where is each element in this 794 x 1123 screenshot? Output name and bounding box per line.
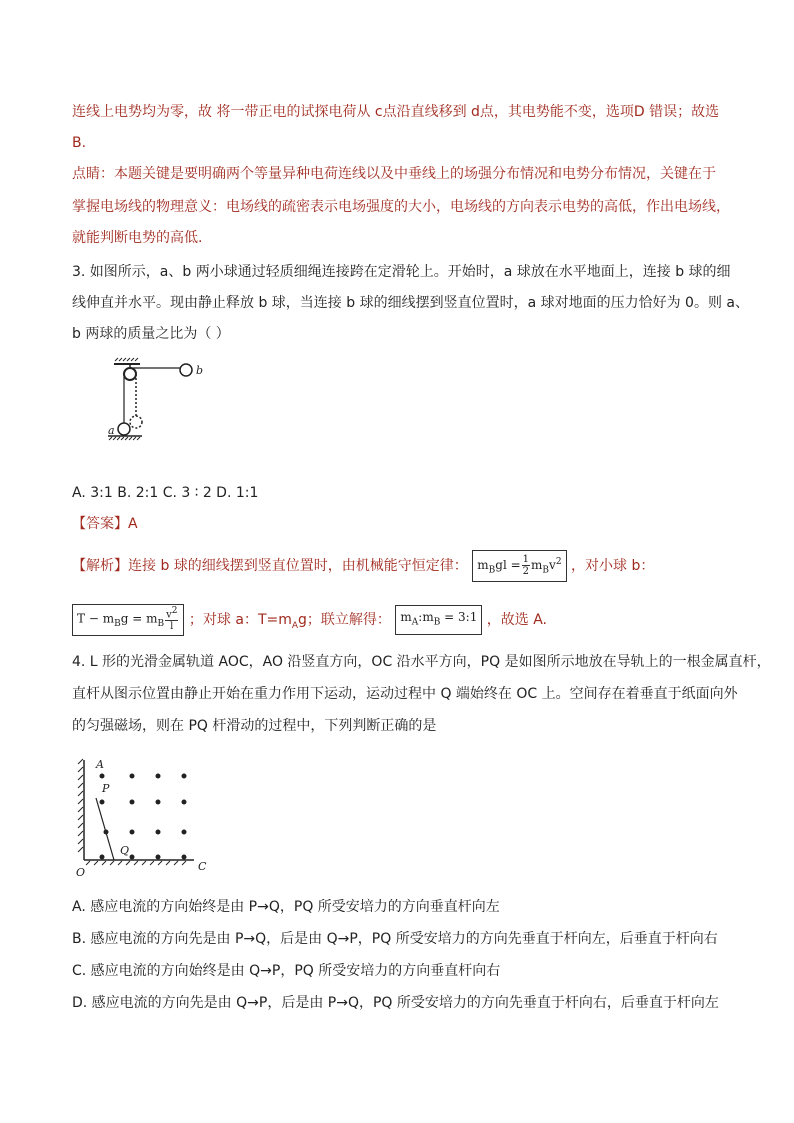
- note-line3: 就能判断电势的高低.: [72, 230, 203, 246]
- label-b: b: [196, 364, 204, 377]
- q3-analysis-line2: $T - m_Bg = m_B$ $\frac{v^2}{l}$ ；对球 a：$T=m_Ag$；联立解得： $m_A:m_B$ = 3:1 ，故选 A.: [72, 604, 547, 636]
- prev-explanation-line2: B.: [72, 135, 87, 151]
- analysis-text4: ，故选 A.: [486, 612, 548, 629]
- analysis-text2: ，对小球 b：: [571, 558, 655, 575]
- rod-pq: [96, 798, 114, 860]
- q4-option-a: A. 感应电流的方向始终是由 P→Q，PQ 所受安培力的方向垂直杆向左: [72, 899, 500, 915]
- q4-rail-figure: [74, 758, 214, 880]
- q4-option-d: D. 感应电流的方向先是由 Q→P，后是由 P→Q，PQ 所受安培力的方向先垂直于杆向右，后垂直于杆向左: [72, 995, 719, 1011]
- q4-stem-line1: 4. L 形的光滑金属轨道 AOC，AO 沿竖直方向，OC 沿水平方向，PQ 是如图所示地放在导轨上的一根金属直杆，: [72, 654, 771, 670]
- q4-option-b: B. 感应电流的方向先是由 P→Q，后是由 Q→P，PQ 所受安培力的方向先垂直于杆向左，后垂直于杆向右: [72, 931, 718, 947]
- q4-option-c: C. 感应电流的方向始终是由 Q→P，PQ 所受安培力的方向垂直杆向右: [72, 963, 501, 979]
- analysis-text1: 连接 b 球的细线摆到竖直位置时，由机械能守恒定律：: [128, 558, 468, 575]
- q3-stem-line2: 线伸直并水平。现由静止释放 b 球，当连接 b 球的细线摆到竖直位置时，a 球对地面的压力恰好为 0。则 a、: [72, 295, 749, 311]
- pulley-icon: [124, 368, 136, 380]
- equation-energy: $m_Bgl$ = $\frac{1}{2}$ $m_Bv^2$: [472, 550, 566, 582]
- label-O: O: [76, 866, 86, 879]
- ball-a-icon: [118, 423, 130, 435]
- label-a: a: [108, 424, 115, 437]
- label-P: P: [102, 782, 110, 795]
- analysis-text3: ；对球 a：T=m: [188, 612, 292, 629]
- q3-stem-line3: b 两球的质量之比为（ ）: [72, 326, 230, 342]
- q4-stem-line3: 的匀强磁场，则在 PQ 杆滑动的过程中，下列判断正确的是: [72, 718, 437, 734]
- answer-tag: 【答案】: [72, 516, 128, 532]
- label-C: C: [198, 860, 207, 873]
- q3-stem-line1: 3. 如图所示，a、b 两小球通过轻质细绳连接跨在定滑轮上。开始时，a 球放在水平地面上，连接 b 球的细: [72, 264, 731, 280]
- q3-analysis-line1: [72, 550, 654, 582]
- equation-tension: $T - m_Bg = m_B$ $\frac{v^2}{l}$: [72, 604, 184, 636]
- ball-b-dashed-icon: [130, 416, 142, 428]
- q3-options: A. 3:1 B. 2:1 C. 3 ∶ 2 D. 1:1: [72, 485, 259, 501]
- prev-explanation-line1: 连线上电势均为零，故 将一带正电的试探电荷从 c点沿直线移到 d点，其电势能不变，选项D 错误；故选: [72, 104, 720, 120]
- note-line1: 点睛：本题关键是要明确两个等量异种电荷连线以及中垂线上的场强分布情况和电势分布情况，关键在于: [72, 166, 716, 182]
- label-Q: Q: [120, 844, 130, 857]
- analysis-tag: 【解析】: [72, 558, 128, 575]
- q3-ball-a-figure: [100, 424, 160, 464]
- note-line2: 掌握电场线的物理意义：电场线的疏密表示电场强度的大小，电场线的方向表示电势的高低，作出电场线，: [72, 199, 730, 215]
- magnetic-field-dots: [100, 774, 187, 860]
- ball-b-icon: [180, 364, 192, 376]
- label-A: A: [96, 758, 104, 771]
- equation-ratio: $m_A:m_B$ = 3:1: [395, 605, 482, 634]
- answer-value: A: [128, 516, 138, 532]
- q3-answer: [72, 514, 138, 534]
- q4-stem-line2: 直杆从图示位置由静止开始在重力作用下运动，运动过程中 Q 端始终在 OC 上。空间存在着垂直于纸面向外: [72, 686, 738, 702]
- q3-pulley-figure: [100, 356, 215, 436]
